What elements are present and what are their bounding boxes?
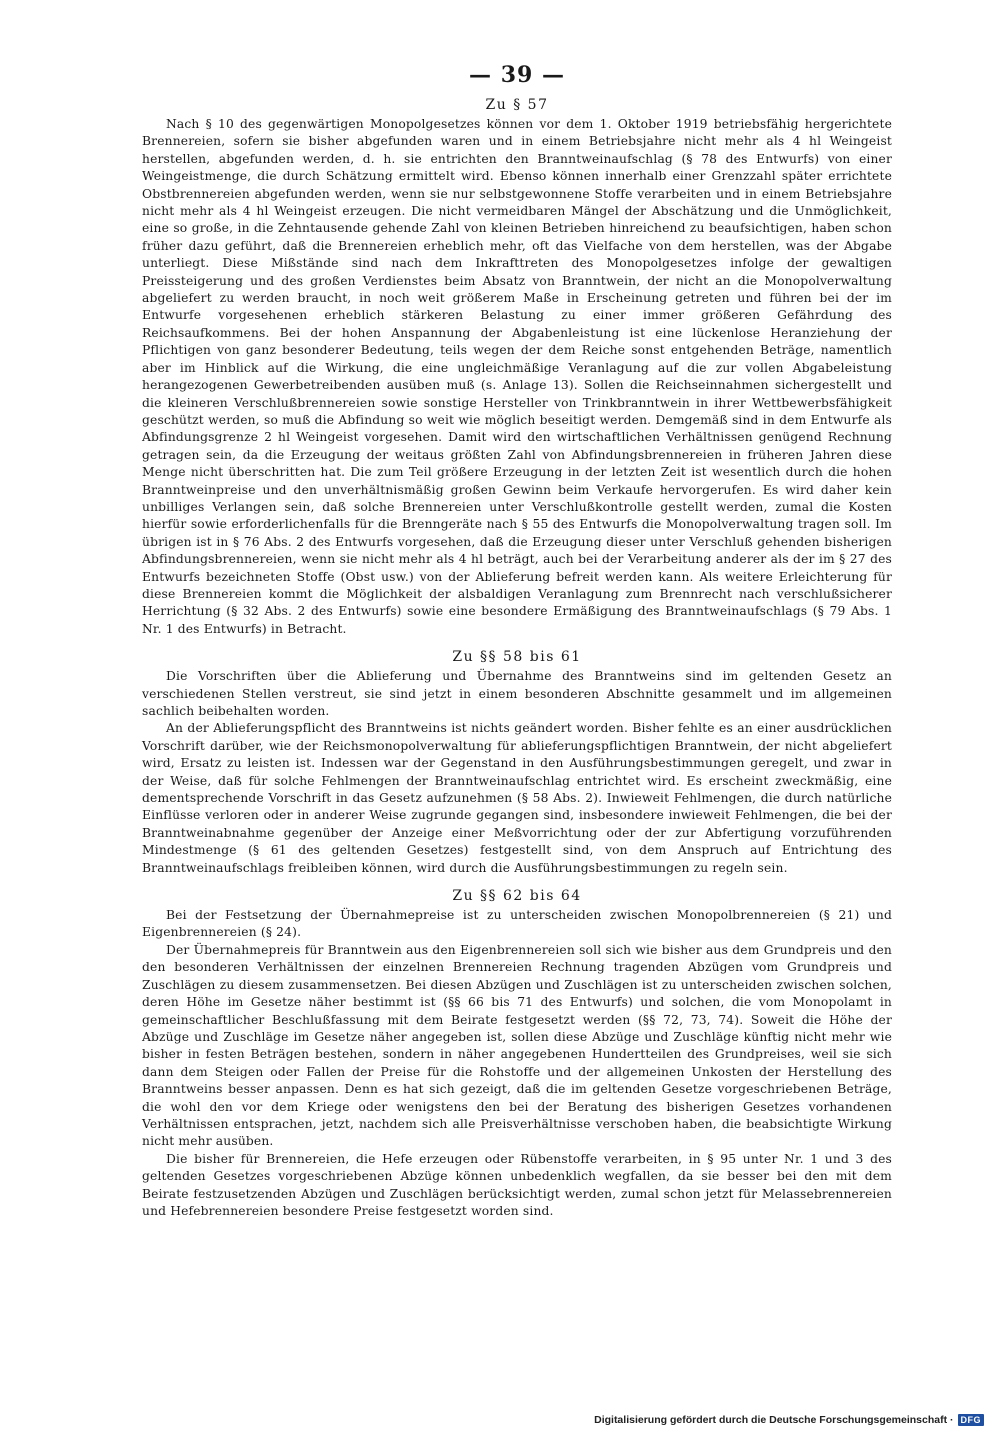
paragraph: Bei der Festsetzung der Übernahmepreise ist zu unterscheiden zwischen Monopolbrennereien (§ 21) und Eigenbrennereien (§ 24).: [142, 908, 892, 940]
paragraph: Der Übernahmepreis für Branntwein aus den Eigenbrennereien soll sich wie bisher aus dem Grundpreis und den den besonderen Verhältnissen der einzelnen Brennereien Rechnung tragenden Abzügen vom Grundpreis und Zuschlägen zu diesem zusammensetzen. Bei diesen Abzügen und Zuschlägen ist zu unterscheiden zwischen solchen, deren Höhe im Gesetze näher bestimmt ist (§§ 66 bis 71 des Entwurfs) und solchen, die vom Monopolamt in gemeinschaftlicher Beschlußfassung mit dem Beirate festgesetzt werden (§§ 72, 73, 74). Soweit die Höhe der Abzüge und Zuschläge im Gesetze näher angegeben ist, sollen diese Abzüge und Zuschläge künftig nicht mehr wie bisher in festen Beträgen bestehen, sondern in näher angegebenen Hundertteilen des Grundpreises, weil sie sich dann dem Steigen oder Fallen der Preise für die Rohstoffe und der allgemeinen Unkosten der Herstellung des Branntweins besser anpassen. Denn es hat sich gezeigt, daß die im geltenden Gesetze vorgeschriebenen Beträge, die wohl den vor dem Kriege oder wenigstens den bei der Beratung des bisherigen Gesetzes vorhandenen Verhältnissen entsprachen, jetzt, nachdem sich alle Preisverhältnisse verschoben haben, die beabsichtigte Wirkung nicht mehr ausüben.: [142, 942, 892, 1149]
paragraph: Die Vorschriften über die Ablieferung und Übernahme des Branntweins sind im geltenden Gesetz an verschiedenen Stellen verstreut, sie sind jetzt in einem besonderen Abschnitte gesammelt und im allgemeinen sachlich beibehalten worden.: [142, 669, 892, 718]
section-58-61: [142, 646, 892, 877]
dfg-logo: DFG: [958, 1414, 985, 1426]
section-heading: Zu §§ 58 bis 61: [452, 649, 582, 666]
section-heading: Zu § 57: [485, 97, 549, 113]
section-62-64: [142, 885, 892, 1220]
section-heading: Zu §§ 62 bis 64: [452, 888, 582, 905]
paragraph: Nach § 10 des gegenwärtigen Monopolgesetzes können vor dem 1. Oktober 1919 betriebsfähig hergerichtete Brennereien, sofern sie bisher abgefunden waren und in einem Betriebsjahre nicht mehr als 4 hl Weingeist herstellen, abgefunden werden, d. h. sie entrichten den Branntweinaufschlag (§ 78 des Entwurfs) von einer Weingeistmenge, die durch Schätzung ermittelt wird. Ebenso können innerhalb einer Grenzzahl später errichtete Obstbrennereien abgefunden werden, wenn sie nur selbstgewonnene Stoffe verarbeiten und in einem Betriebsjahre nicht mehr als 4 hl Weingeist erzeugen. Die nicht vermeidbaren Mängel der Abschätzung und die Unmöglichkeit, eine so große, in die Zehntausende gehende Zahl von kleinen Betrieben hinreichend zu beaufsichtigen, haben schon früher dazu geführt, daß die Brennereien erheblich mehr, oft das Vielfache von dem herstellen, was der Abgabe unterliegt. Diese Mißstände sind nach dem Inkrafttreten des Monopolgesetzes infolge der gewaltigen Preissteigerung und des großen Verdienstes beim Absatz von Branntwein, der nicht an die Monopolverwaltung abgeliefert zu werden braucht, in noch weit größerem Maße in Erscheinung getreten und führen bei der im Entwurfe vorgesehenen erheblich stärkeren Belastung zu einer immer größeren Gefährdung des Reichsaufkommens. Bei der hohen Anspannung der Abgabenleistung ist eine lückenlose Heranziehung der Pflichtigen von ganz besonderer Bedeutung, teils wegen der dem Reiche sonst entgehenden Beträge, namentlich aber im Hinblick auf die Wirkung, die eine ungleichmäßige Veranlagung auf die zur vollen Abgabeleistung herangezogenen Gewerbetreibenden ausüben muß (s. Anlage 13). Sollen die Reichseinnahmen sichergestellt und die kleineren Verschlußbrennereien sowie sonstige Hersteller von Trinkbranntwein in ihrer Wettbewerbsfähigkeit geschützt werden, so muß die Abfindung so weit wie möglich beseitigt werden. Demgemäß sind in dem Entwurfe als Abfindungsgrenze 2 hl Weingeist vorgesehen. Damit wird den wirtschaftlichen Verhältnissen genügend Rechnung getragen sein, da die Erzeugung der weitaus größten Zahl von Abfindungsbrennereien in früheren Jahren diese Menge nicht überschritten hat. Die zum Teil größere Erzeugung in der letzten Zeit ist wesentlich durch die hohen Branntweinpreise und den unverhältnismäßig großen Gewinn beim Verkaufe hervorgerufen. Es wird daher kein unbilliges Verlangen sein, daß solche Brennereien unter Verschlußkontrolle gestellt werden, zumal die Kosten hierfür sowie erforderlichenfalls für die Brenngeräte nach § 55 des Entwurfs die Monopolverwaltung tragen soll. Im übrigen ist in § 76 Abs. 2 des Entwurfs vorgesehen, daß die Erzeugung dieser unter Verschluß gehenden bisherigen Abfindungsbrennereien, wenn sie nicht mehr als 4 hl beträgt, auch bei der Verarbeitung anderer als der im § 27 des Entwurfs bezeichneten Stoffe (Obst usw.) von der Ablieferung befreit werden kann. Als weitere Erleichterung für diese Brennereien kommt die Möglichkeit der alsbaldigen Veranlagung zum Brennrecht nach verschlußsicherer Herrichtung (§ 32 Abs. 2 des Entwurfs) sowie eine besondere Ermäßigung des Branntweinaufschlags (§ 79 Abs. 1 Nr. 1 des Entwurfs) in Betracht.: [142, 117, 892, 636]
page-number: — 39 —: [469, 62, 565, 88]
section-57: [142, 94, 892, 638]
document-page: [142, 56, 892, 1220]
digitization-footer: [594, 1414, 984, 1426]
paragraph: An der Ablieferungspflicht des Branntweins ist nichts geändert worden. Bisher fehlte es an einer ausdrücklichen Vorschrift darüber, wie der Reichsmonopolverwaltung für ablieferungspflichtigen Branntwein, der nicht abgeliefert wird, Ersatz zu leisten ist. Indessen war der Gegenstand in den Ausführungsbestimmungen geregelt, und zwar in der Weise, daß für solche Fehlmengen der Branntweinaufschlag entrichtet wird. Es erscheint zweckmäßig, eine dementsprechende Vorschrift in das Gesetz aufzunehmen (§ 58 Abs. 2). Inwieweit Fehlmengen, die durch natürliche Einflüsse verloren oder in anderer Weise zugrunde gegangen sind, insbesondere inwieweit Fehlmengen, die bei der Branntweinabnahme gegenüber der Anzeige einer Meßvorrichtung oder der zur Abfertigung vorzuführenden Mindestmenge (§ 61 des geltenden Gesetzes) festgestellt sind, von dem Anspruch auf Entrichtung des Branntweinaufschlags freibleiben können, wird durch die Ausführungsbestimmungen zu regeln sein.: [142, 721, 892, 875]
paragraph: Die bisher für Brennereien, die Hefe erzeugen oder Rübenstoffe verarbeiten, in § 95 unter Nr. 1 und 3 des geltenden Gesetzes vorgeschriebenen Abzüge können unbedenklich wegfallen, da sie besser bei den mit dem Beirate festzusetzenden Abzügen und Zuschlägen berücksichtigt werden, zumal schon jetzt für Melassebrennereien und Hefebrennereien besondere Preise festgesetzt worden sind.: [142, 1151, 892, 1218]
footer-text: Digitalisierung gefördert durch die Deutsche Forschungsgemeinschaft ·: [594, 1414, 954, 1426]
